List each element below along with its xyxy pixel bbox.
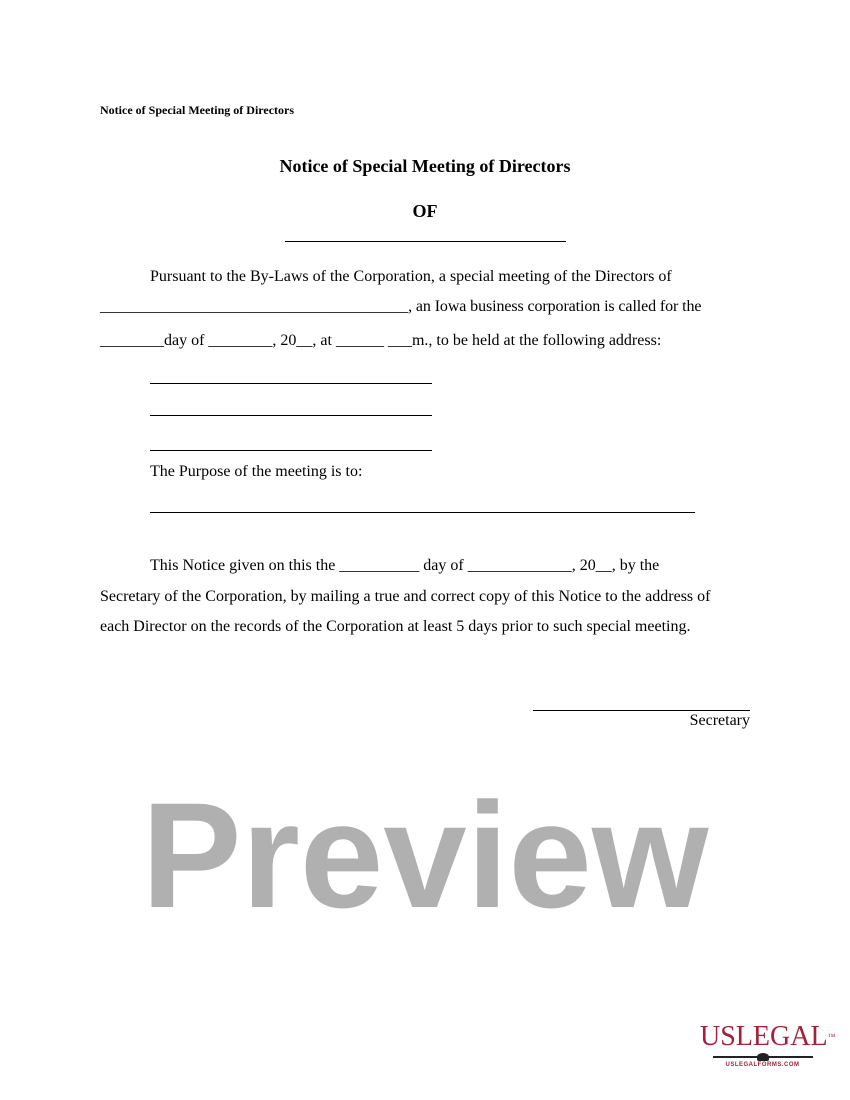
page-header: Notice of Special Meeting of Directors [100, 103, 295, 117]
eagle-icon [713, 1053, 813, 1061]
paragraph1-line1: Pursuant to the By-Laws of the Corporation, a special meeting of the Directors of [150, 268, 672, 285]
paragraph2-line1: This Notice given on this the __________ day of _____________, 20__, by the [150, 557, 660, 574]
of-label: OF [412, 201, 438, 221]
purpose-line [150, 512, 695, 513]
purpose-label: The Purpose of the meeting is to: [150, 463, 363, 480]
document-title: Notice of Special Meeting of Directors [279, 156, 571, 176]
paragraph2-line3: each Director on the records of the Corporation at least 5 days prior to such special meeting. [100, 618, 691, 635]
uslegal-logo [700, 1021, 836, 1068]
preview-watermark: Preview [141, 771, 709, 939]
logo-url: USLEGALFORMS.COM [725, 1062, 800, 1068]
address-line-2 [150, 415, 432, 416]
paragraph2-line2: Secretary of the Corporation, by mailing a true and correct copy of this Notice to the address of [100, 588, 711, 605]
address-line-1 [150, 383, 432, 384]
logo-tm: ™ [827, 1032, 836, 1041]
signature-line [533, 710, 750, 711]
address-line-3 [150, 450, 432, 451]
logo-brand: USLEGAL [700, 1021, 828, 1052]
paragraph1-line2: _______________________________________, an Iowa business corporation is called for the [100, 298, 702, 315]
paragraph1-line3: ________day of ________, 20__, at ______ ___m., to be held at the following address: [100, 332, 662, 349]
signature-label: Secretary [689, 712, 750, 729]
corporation-name-blank [285, 241, 566, 242]
